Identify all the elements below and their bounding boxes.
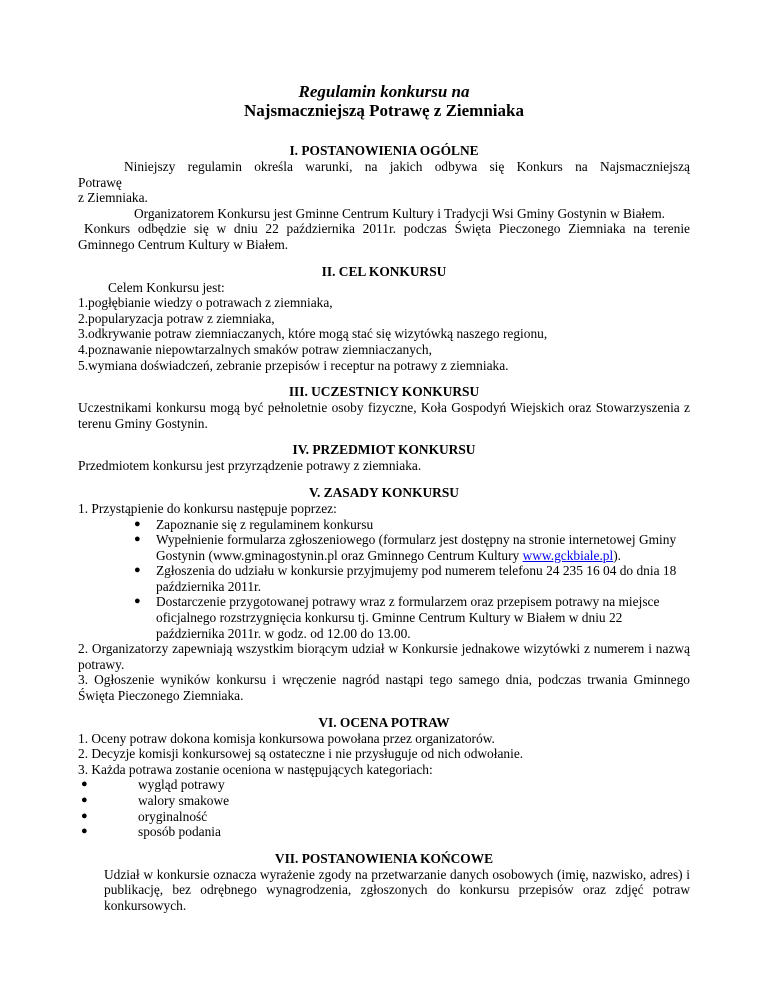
list-item: ● walory smakowe <box>81 793 230 808</box>
list-item: 5. wymiana doświadczeń, zebranie przepisów i receptur na potrawy z ziemniaka. <box>78 357 509 373</box>
list-item: ● Dostarczenie przygotowanej potrawy wraz z formularzem oraz przepisem potrawy na miejsce oficjalnego rozstrzygnięcia konkursu tj. Gminne Centrum Kultury w Białem w dniu 22 października 2011r. w godz. od 12.00 do 13.00. <box>134 594 660 641</box>
s1-paragraph-1a: Niniejszy regulamin określa warunki, na jakich odbywa się Konkurs na Najsmaczniejszą <box>124 159 690 174</box>
s5-point-1: 1. Przystąpienie do konkursu następuje poprzez: <box>78 500 337 516</box>
s1-paragraph-3: Konkurs odbędzie się w dniu 22 października 2011r. podczas Święta Pieczonego Ziemniaka na terenie Gminnego Centrum Kultury w Białem. <box>78 221 690 252</box>
section-6-heading: VI. OCENA POTRAW <box>318 714 450 730</box>
bullet-icon: ● <box>134 517 141 530</box>
list-item: 3. odkrywanie potraw ziemniaczanych, które mogą stać się wizytówką naszego regionu, <box>78 326 548 342</box>
bullet-icon: ● <box>81 794 88 806</box>
list-item: ● sposób podania <box>81 824 221 840</box>
section-4-heading: IV. PRZEDMIOT KONKURSU <box>292 442 476 458</box>
bullet-icon: ● <box>81 825 88 838</box>
bullet-icon: ● <box>81 778 88 791</box>
list-item: ● oryginalność <box>81 808 208 824</box>
list-item: ● Zgłoszenia do udziału w konkursie przyjmujemy pod numerem telefonu 24 235 16 04 do dnia 18 października 2011r. <box>134 563 677 594</box>
section-2-heading: II. CEL KONKURSU <box>321 263 447 279</box>
title-line-2: Najsmaczniejszą Potrawę z Ziemniaka <box>244 101 524 120</box>
s6-item-1: 1. Oceny potraw dokona komisja konkursowa powołana przez organizatorów. <box>78 730 495 746</box>
s1-paragraph-1b: Potrawę <box>78 174 122 190</box>
rating-categories-list <box>78 777 690 839</box>
bullet-icon: ● <box>134 564 141 577</box>
title-line-1: Regulamin konkursu na <box>298 82 470 101</box>
s2-intro: Celem Konkursu jest: <box>108 279 225 295</box>
s6-item-3: 3. Każda potrawa zostanie oceniona w następujących kategoriach: <box>78 761 433 777</box>
section-5-heading: V. ZASADY KONKURSU <box>309 484 459 500</box>
bullet-icon: ● <box>134 595 141 608</box>
bullet-icon: ● <box>81 809 88 822</box>
list-item: 2. popularyzacja potraw z ziemniaka, <box>78 310 275 326</box>
section-1-heading: I. POSTANOWIENIA OGÓLNE <box>289 143 479 158</box>
section-7-heading: VII. POSTANOWIENIA KOŃCOWE <box>274 850 494 866</box>
document-title <box>78 82 690 120</box>
list-item: ● Zapoznanie się z regulaminem konkursu <box>134 516 374 532</box>
s5-point-3: 3. Ogłoszenie wyników konkursu i wręczenie nagród nastąpi tego samego dnia, podczas trwania Gminnego Święta Pieczonego Ziemniaka. <box>78 672 690 704</box>
s7-text: Udział w konkursie oznacza wyrażenie zgody na przetwarzanie danych osobowych (imię, nazwisko, adres) i publikację, bez odrębnego wynagrodzenia, zgłoszonych do konkursu przepisów oraz zdjęć potraw konkursowych. <box>104 866 690 913</box>
s1-paragraph-2: Organizatorem Konkursu jest Gminne Centrum Kultury i Tradycji Wsi Gminy Gostynin w Białem. <box>134 205 665 221</box>
section-3-heading: III. UCZESTNICY KONKURSU <box>288 384 480 400</box>
list-item: 1. pogłębianie wiedzy o potrawach z ziemniaka, <box>78 295 333 311</box>
list-item: ● Wypełnienie formularza zgłoszeniowego (formularz jest dostępny na stronie internetowej Gminy Gostynin (www.gminagostynin.pl oraz Gminnego Centrum Kultury www.gckbiale.pl). <box>134 532 677 563</box>
participation-steps-list <box>78 517 690 642</box>
s3-text: Uczestnikami konkursu mogą być pełnoletnie osoby fizyczne, Koła Gospodyń Wiejskich oraz Stowarzyszenia z terenu Gminy Gostynin. <box>78 400 690 431</box>
gck-website-link[interactable]: www.gckbiale.pl <box>522 547 614 563</box>
s5-point-2: 2. Organizatorzy zapewniają wszystkim biorącym udział w Konkursie jednakowe wizytówki z numerem i nazwą potrawy. <box>78 641 690 672</box>
document-page <box>78 82 690 914</box>
bullet-icon: ● <box>134 533 141 546</box>
s4-text: Przedmiotem konkursu jest przyrządzenie potrawy z ziemniaka. <box>78 458 422 474</box>
s1-paragraph-1c: z Ziemniaka. <box>78 190 148 206</box>
list-item: 4. poznawanie niepowtarzalnych smaków potraw ziemniaczanych, <box>78 341 432 357</box>
list-item: ● wygląd potrawy <box>81 777 225 793</box>
goals-list <box>78 295 690 373</box>
s6-item-2: 2. Decyzje komisji konkursowej są ostateczne i nie przysługuje od nich odwołanie. <box>78 746 524 762</box>
